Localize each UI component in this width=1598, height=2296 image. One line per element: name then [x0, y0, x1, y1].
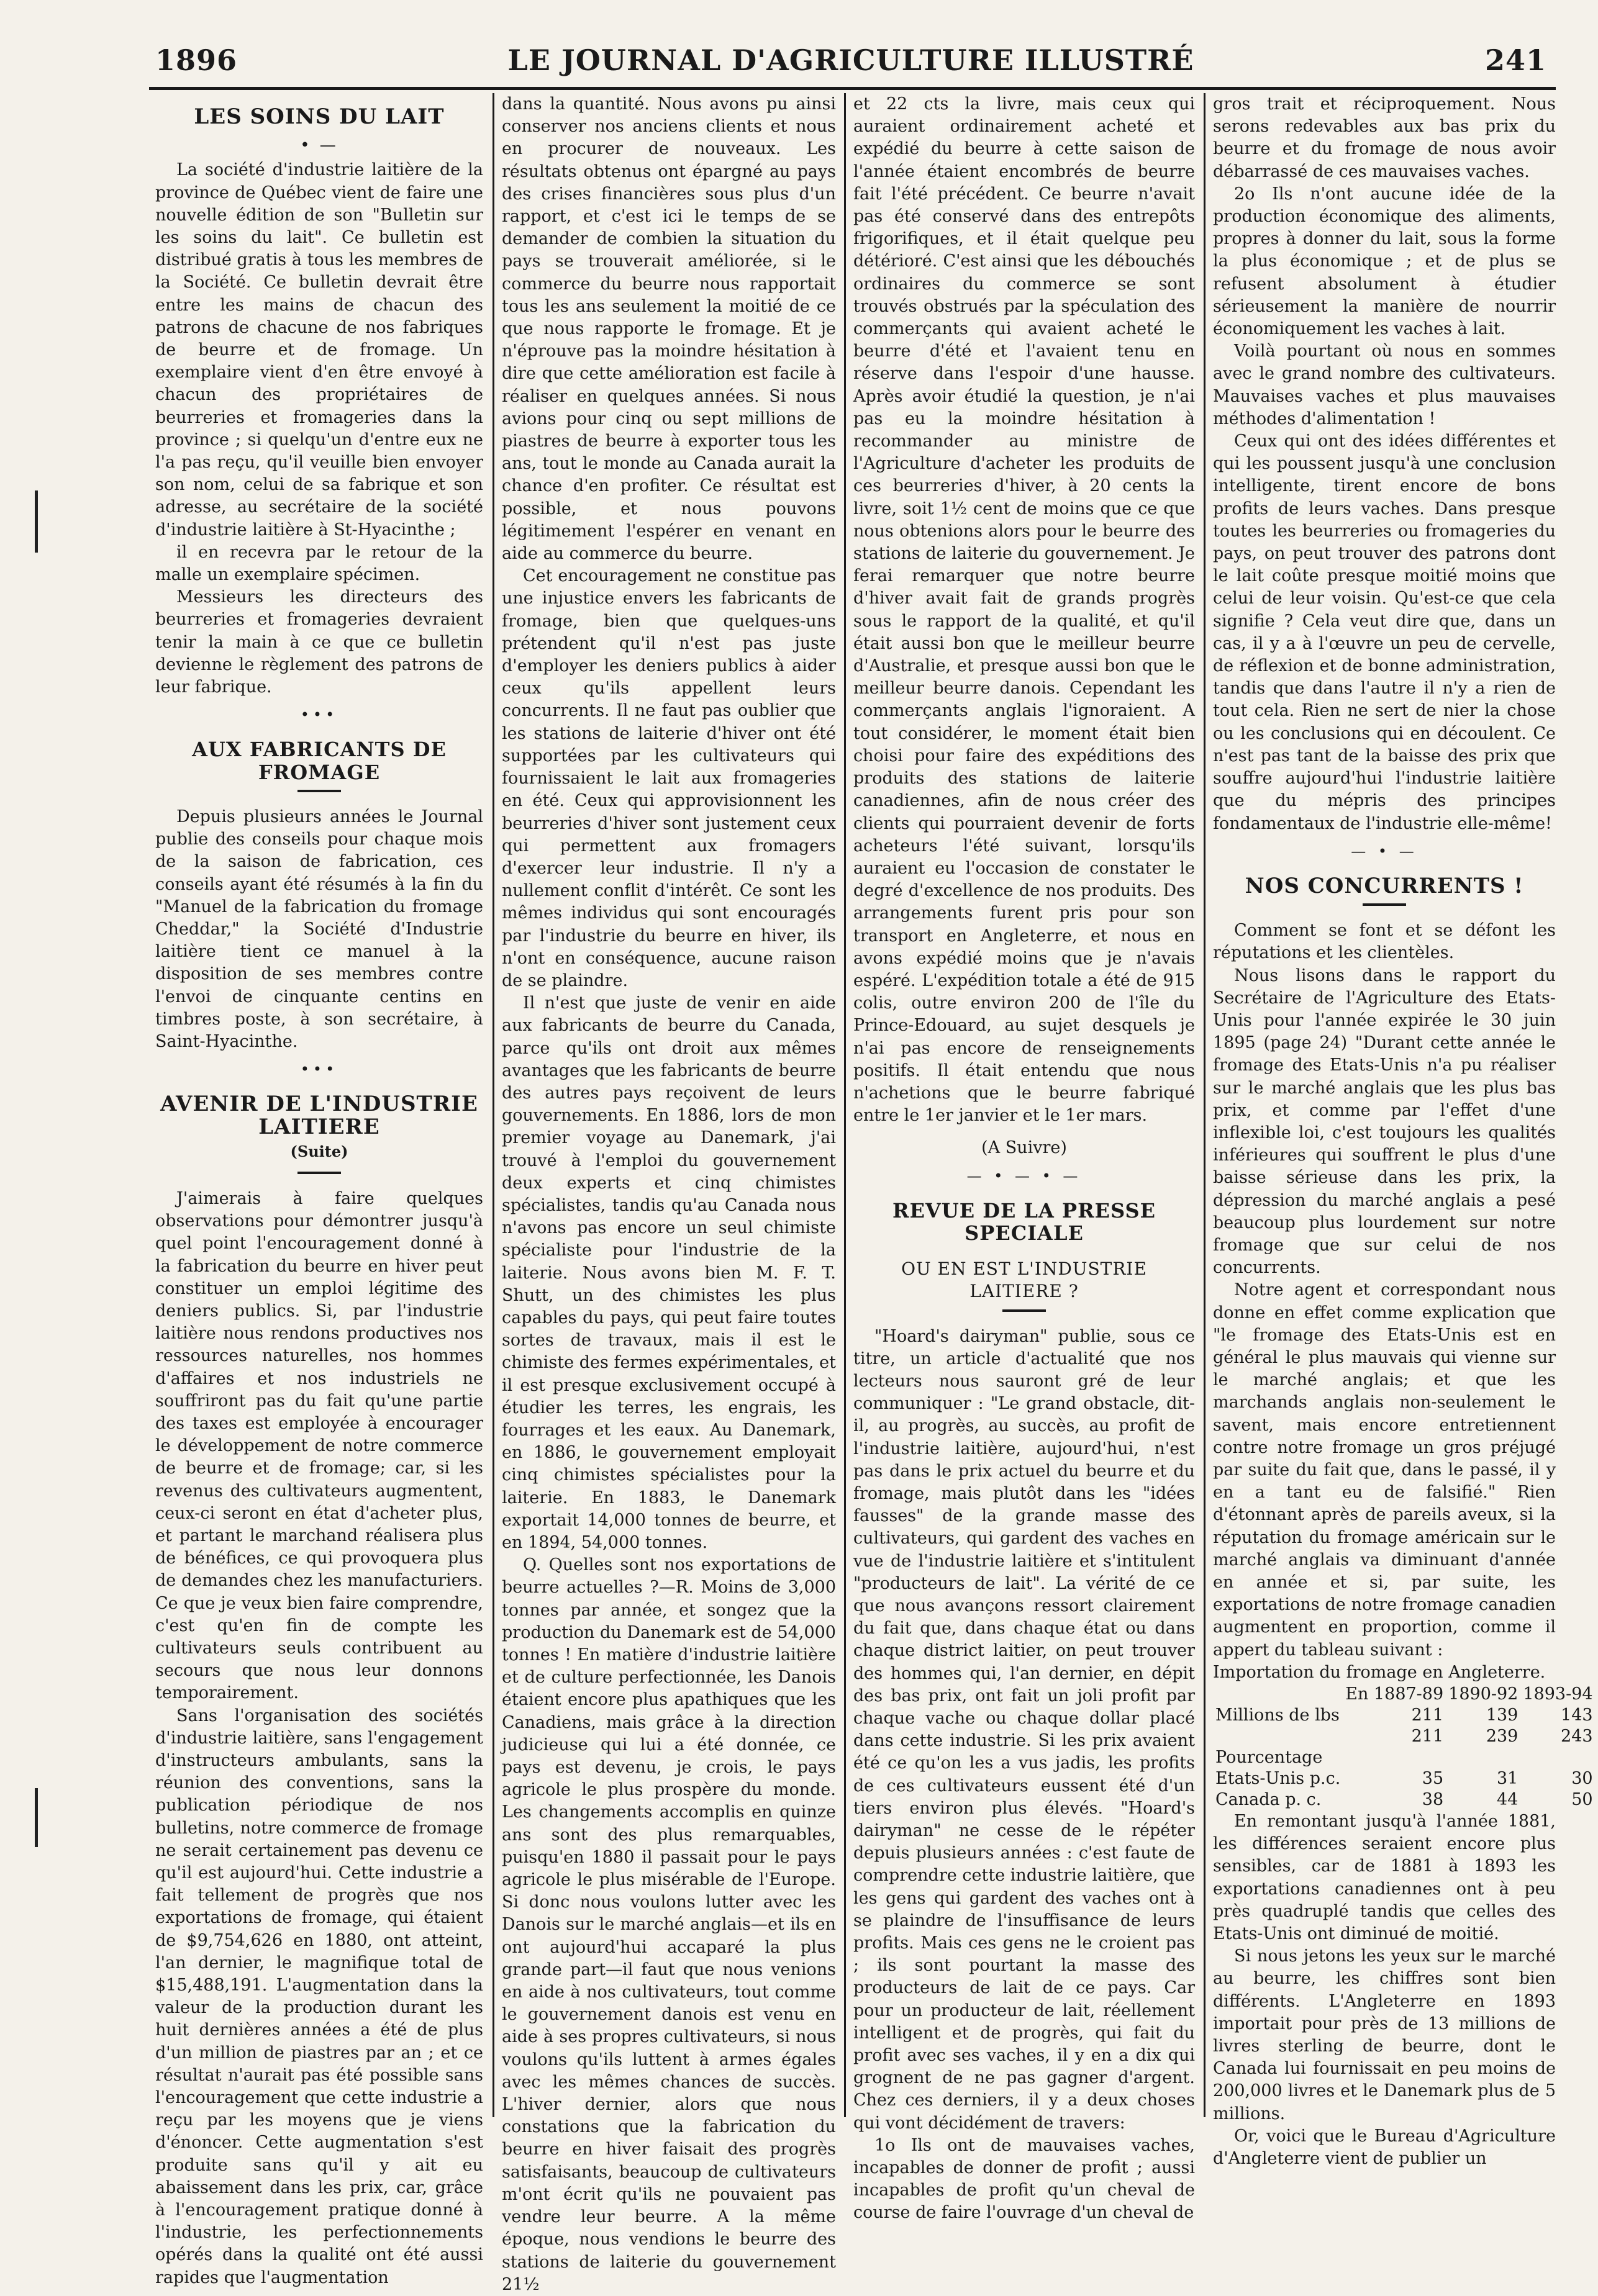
table-cell: 139	[1486, 1706, 1519, 1725]
column-rule	[844, 93, 846, 2117]
paragraph: J'aimerais à faire quelques observations pour démontrer jusqu'à quel point l'encouragement donné à la fabrication du beurre en hiver peut constituer un emploi légitime des deniers publics. Si, par l'industrie laitière nous rendons productives nos ressources naturelles, nos hommes d'affaires et nos industriels ne souffriront pas du fait qu'une partie des taxes est employée à encourager le développement de notre commerce de beurre et de fromage; car, si les revenus des cultivateurs augmentent, ceux-ci seront en état d'acheter plus, et partant le marchand réalisera plus de bénéfices, ce qui provoquera plus de demandes chez les manufacturiers. Ce que je veux bien faire comprendre, c'est qu'en fin de compte les cultivateurs seuls contribuent au secours que nous leur donnons temporairement.	[155, 1188, 483, 1703]
table-header-cell: 1893-94	[1523, 1684, 1593, 1704]
heading-rule	[297, 1172, 341, 1174]
table-cell: 211	[1411, 1706, 1444, 1725]
article-heading: AUX FABRICANTS DE FROMAGE	[192, 738, 447, 784]
separator: •••	[300, 706, 338, 724]
paragraph: En remontant jusqu'à l'année 1881, les différences seraient encore plus sensibles, car de 1881 à 1893 les exportations canadiennes ont à peu près quadruplé tandis que celles des Etats-Unis ont diminué de moitié.	[1213, 1812, 1556, 1944]
issue-year: 1896	[155, 43, 238, 77]
paragraph: Q. Quelles sont nos exportations de beurre actuelles ?—R. Moins de 3,000 tonnes par année, et songez que la production du Danemark est de 54,000 tonnes ! En matière d'industrie laitière et de culture perfectionnée, les Danois étaient encore plus apathiques que les Canadiens, mais grâce à la direction judicieuse qui lui a été donnée, ce pays est devenu, je crois, le pays agricole le plus prospère du monde. Les changements accomplis en quinze ans sont des plus remarquables, puisqu'en 1880 il passait pour le pays agricole le plus misérable de l'Europe. Si donc nous voulons lutter avec les Danois sur le marché anglais—et ils en ont aujourd'hui accaparé la plus grande part—il faut que nous venions en aide à nos cultivateurs, tout comme le gouvernement danois est venu en aide à ses propres cultivateurs, si nous voulons qu'ils luttent à armes égales avec les mêmes chances de succès. L'hiver dernier, alors que nous constations que la fabrication du beurre en hiver faisait des progrès satisfaisants, beaucoup de cultivateurs m'ont écrit qu'ils ne pouvaient pas vendre leur beurre. A la même époque, nous vendions le beurre des stations de laiterie du gouvernement 21½	[502, 1555, 836, 2294]
table-cell: 35	[1422, 1769, 1444, 1789]
table-cell: 44	[1497, 1790, 1519, 1810]
table-cell: 50	[1571, 1790, 1593, 1810]
margin-mark	[35, 490, 38, 553]
article-subheading: OU EN EST L'INDUSTRIE LAITIERE ?	[901, 1259, 1147, 1302]
paragraph: Messieurs les directeurs des beurreries et fromageries devraient tenir la main à ce que ce bulletin devienne le règlement des patrons de leur fabrique.	[155, 587, 483, 697]
table-cell: 30	[1571, 1769, 1593, 1789]
table-cell: 38	[1422, 1790, 1444, 1810]
separator: — • — • —	[966, 1167, 1082, 1185]
table-cell: 239	[1486, 1727, 1519, 1747]
margin-mark	[35, 1788, 38, 1847]
paragraph: Depuis plusieurs années le Journal publie des conseils pour chaque mois de la saison de fabrication, ces conseils ayant été résumés à la fin du "Manuel de la fabrication du fromage Cheddar," la Société d'Industrie laitière tient ce manuel à la disposition de ses membres contre l'envoi de cinquante centins en timbres poste, à son secrétaire, à Saint-Hyacinthe.	[155, 807, 483, 1051]
paragraph: Or, voici que le Bureau d'Agriculture d'Angleterre vient de publier un	[1213, 2126, 1556, 2169]
article-heading: NOS CONCURRENTS !	[1245, 873, 1524, 898]
separator: — • —	[1351, 842, 1418, 860]
paragraph: Voilà pourtant où nous en sommes avec le grand nombre des cultivateurs. Mauvaises vaches et plus mauvaises méthodes d'alimentation !	[1213, 341, 1556, 428]
heading-rule	[297, 790, 341, 792]
table-row	[1213, 1747, 1596, 1768]
paragraph: Cet encouragement ne constitue pas une injustice envers les fabricants de fromage, bien que quelques-uns prétendent qu'il n'est pas juste d'employer les deniers publics à aider ceux qu'ils appellent leurs concurrents. Il ne faut pas oublier que les stations de laiterie d'hiver ont été supportées par les cultivateurs qui fournissaient le lait aux fromageries en été. Ceux qui approvisionnent les beurreries d'hiver sont justement ceux qui permettent aux fromagers d'exercer leur industrie. Il n'y a nullement conflit d'intérêt. Ce sont les mêmes individus qui sont encouragés par l'industrie du beurre en hiver, ils n'ont en conséquence, aucune raison de se plaindre.	[502, 566, 836, 990]
paragraph: Il n'est que juste de venir en aide aux fabricants de beurre du Canada, parce qu'ils ont droit aux mêmes avantages que les fabricants de beurre des autres pays reçoivent de leurs gouvernements. En 1886, lors de mon premier voyage au Danemark, j'ai trouvé à l'emploi du gouvernement deux experts et cinq chimistes spécialistes, tandis qu'au Canada nous n'avons pas encore un seul chimiste spécialiste pour l'industrie de la laiterie. Nous avons bien M. F. T. Shutt, un des chimistes les plus capables du pays, qui peut faire toutes sortes de travaux, mais il est le chimiste des fermes expérimentales, et il est presque exclusivement occupé à étudier les terres, les engrais, les fourrages et les eaux. Au Danemark, en 1886, le gouvernement employait cinq chimistes spécialistes pour la laiterie. En 1883, le Danemark exportait 14,000 tonnes de beurre, et en 1894, 54,000 tonnes.	[502, 993, 836, 1552]
table-row	[1213, 1768, 1596, 1789]
column-rule	[1204, 93, 1205, 2117]
article-heading: AVENIR DE L'INDUSTRIE LAITIERE	[160, 1092, 478, 1139]
journal-title: LE JOURNAL D'AGRICULTURE ILLUSTRÉ	[507, 43, 1194, 77]
paragraph: Si nous jetons les yeux sur le marché au beurre, les chiffres sont bien différents. L'Angleterre en 1893 importait pour près de 13 millions de livres sterling de beurre, dont le Canada lui fournissait en peu moins de 200,000 livres et le Danemark plus de 5 millions.	[1213, 1946, 1556, 2123]
paragraph: Ceux qui ont des idées différentes et qui les poussent jusqu'à une conclusion intelligente, tirent encore de bons profits de leurs vaches. Dans presque toutes les beurreries ou fromageries du pays, on peut trouver des patrons dont le lait coûte presque moitié moins que celui de leur voisin. Qu'est-ce que cela signifie ? Cela veut dire que, dans un cas, il y a à l'œuvre un peu de cervelle, de réflexion et de bonne administration, tandis que dans l'autre il n'y a rien de tout cela. Rien ne sert de nier la chose ou les conclusions qui en découlent. Ce n'est pas tant de la baisse des prix que souffre aujourd'hui l'industrie laitière que du mépris des principes fondamentaux de l'industrie elle-même!	[1213, 432, 1556, 833]
article-heading: LES SOINS DU LAIT	[194, 104, 445, 129]
table-cell: 31	[1497, 1769, 1519, 1789]
heading-rule	[1363, 903, 1406, 906]
paragraph: il en recevra par le retour de la malle un exemplaire spécimen.	[155, 542, 483, 585]
ornament: • —	[300, 136, 338, 155]
paragraph: 2o Ils n'ont aucune idée de la production économique des aliments, propres à donner du lait, sous la forme la plus économique ; et de plus se refusent absolument à étudier sérieusement la manière de nourrir économiquement les vaches à lait.	[1213, 184, 1556, 339]
table-cell: 243	[1561, 1727, 1593, 1747]
table-cell: 211	[1411, 1727, 1444, 1747]
row-label	[1213, 1726, 1343, 1747]
table-header-cell: 1890-92	[1448, 1684, 1519, 1704]
header-rule	[149, 87, 1556, 90]
row-label: Pourcentage	[1215, 1748, 1323, 1768]
article-heading: REVUE DE LA PRESSE SPECIALE	[892, 1198, 1156, 1245]
table-header-row	[1213, 1684, 1596, 1705]
table-row	[1213, 1726, 1596, 1747]
article-subheading: (Suite)	[290, 1142, 348, 1160]
paragraph: Notre agent et correspondant nous donne en effet comme explication que "le fromage des Etats-Unis est en général le plus mauvais qui vienne sur le marché anglais; et que les marchands anglais non-seulement le savent, mais encore entretiennent contre notre fromage un gros préjugé par suite du fait que, dans le passé, il y en a tant eu de falsifié." Rien d'étonnant après de pareils aveux, si la réputation du fromage américain sur le marché anglais va diminuant d'année en année et si, par suite, les exportations de notre fromage canadien augmentent en proportion, comme il appert du tableau suivant :	[1213, 1280, 1556, 1660]
column-3	[853, 93, 1195, 2223]
paragraph: Comment se font et se défont les réputations et les clientèles.	[1213, 921, 1556, 963]
table-cell: 143	[1561, 1706, 1593, 1725]
paragraph: dans la quantité. Nous avons pu ainsi conserver nos anciens clients et nous en procurer de nouveaux. Les résultats obtenus ont épargné au pays des crises financières sous plus d'un rapport, et c'est ici le temps de se demander de combien la situation du pays se trouverait améliorée, si le commerce du beurre nous rapportait tous les ans seulement la moitié de ce que nous rapporte le fromage. Et je n'éprouve pas la moindre hésitation à dire que cette amélioration est facile à réaliser en quelques années. Si nous avions pour cinq ou sept millions de piastres de beurre à exporter tous les ans, tout le monde au Canada aurait la chance d'en profiter. Ce résultat est possible, et nous pouvons légitimement l'espérer en venant en aide au commerce du beurre.	[502, 94, 836, 564]
separator: •••	[300, 1060, 338, 1078]
paragraph: 1o Ils ont de mauvaises vaches, incapables de donner de profit ; aussi incapables de profit qu'un cheval de course de faire l'ouvrage d'un cheval de	[853, 2135, 1195, 2223]
paragraph: Sans l'organisation des sociétés d'industrie laitière, sans l'engagement d'instructeurs ambulants, sans la réunion des conventions, sans la publication périodique de nos bulletins, notre commerce de fromage ne serait certainement pas devenu ce qu'il est aujourd'hui. Cette industrie a fait tellement de progrès que nos exportations de fromage, qui étaient de $9,754,626 en 1880, ont atteint, l'an dernier, le magnifique total de $15,488,191. L'augmentation dans la valeur de la production durant les huit dernières années a été de plus d'un million de piastres par an ; et ce résultat n'aurait pas été possible sans l'encouragement que cette industrie a reçu par les moyens que je viens d'énoncer. Cette augmentation s'est produite sans qu'il y ait eu abaissement dans les prix, car, grâce à l'encouragement pratique donné à l'industrie, les perfectionnements opérés dans la qualité ont été aussi rapides que l'augmentation	[155, 1706, 483, 2287]
continued-note: (A Suivre)	[981, 1138, 1067, 1158]
import-table	[1213, 1684, 1596, 1810]
row-label: Etats-Unis p.c.	[1215, 1769, 1341, 1789]
paragraph: gros trait et réciproquement. Nous serons redevables aux bas prix du beurre et du fromage de nous avoir débarrassé de ces mauvaises vaches.	[1213, 94, 1556, 181]
column-4	[1213, 93, 1593, 2169]
paragraph: "Hoard's dairyman" publie, sous ce titre, un article d'actualité que nos lecteurs nous sauront gré de leur communiquer : "Le grand obstacle, dit-il, au progrès, au succès, au profit de l'industrie laitière, aujourd'hui, n'est pas dans le prix actuel du beurre et du fromage, mais plutôt dans les "idées fausses" de la grande masse des cultivateurs, qui gardent des vaches en vue de l'industrie laitière et s'intitulent "producteurs de lait". La vérité de ce que nous avançons ressort clairement du fait que, dans chaque état ou dans chaque district laitier, on peut trouver des hommes qui, l'an dernier, en dépit des bas prix, ont fait un joli profit par chaque vache ou chaque dollar placé dans cette industrie. Si les prix avaient été ce qu'on les a vus jadis, les profits de ces cultivateurs eussent été d'un tiers environ plus élevés. "Hoard's dairyman" ne cesse de le répéter depuis plusieurs années : c'est faute de comprendre cette industrie laitière, que les gens qui gardent des vaches ont à se plaindre de l'insuffisance de leurs profits. Mais ces gens ne le croient pas ; ils sont pourtant la masse des producteurs de lait de ce pays. Car pour un producteur de lait, réellement intelligent et de progrès, qui fait du profit avec ses vaches, il y en a dix qui grognent de ne pas gagner d'argent. Chez ces derniers, il y a deux choses qui vont décidément de travers:	[853, 1326, 1195, 2133]
table-row	[1213, 1789, 1596, 1810]
paragraph: Nous lisons dans le rapport du Secrétaire de l'Agriculture des Etats-Unis pour l'année expirée le 30 juin 1895 (page 24) "Durant cette année le fromage des Etats-Unis n'a pu réaliser sur le marché anglais que les plus bas prix, et comme par l'effet d'une inflexible loi, c'est toujours les qualités inférieures qui souffrent le plus d'une baisse sérieuse dans les prix, la dépression du marché anglais a pesé beaucoup plus lourdement sur notre fromage que sur celui de nos concurrents.	[1213, 965, 1556, 1278]
column-1	[155, 93, 483, 2287]
table-row	[1213, 1705, 1596, 1726]
paragraph: La société d'industrie laitière de la province de Québec vient de faire une nouvelle édition de son "Bulletin sur les soins du lait". Ce bulletin est distribué gratis à tous les membres de la Société. Ce bulletin devrait être entre les mains de chacun des patrons de chacune de nos fabriques de beurre et de fromage. Un exemplaire vient d'en être envoyé à chacun des propriétaires de beurreries et fromageries dans la province ; si quelqu'un d'entre eux ne l'a pas reçu, qu'il veuille bien envoyer son nom, celui de sa fabrique et son adresse, au secrétaire de la société d'industrie laitière à St-Hyacinthe ;	[155, 160, 483, 540]
column-rule	[493, 93, 494, 2117]
row-label: Millions de lbs	[1215, 1706, 1340, 1725]
column-2	[502, 93, 836, 2294]
heading-rule	[1002, 1309, 1046, 1312]
row-label: Canada p. c.	[1215, 1790, 1322, 1810]
paragraph: et 22 cts la livre, mais ceux qui auraient ordinairement acheté et expédié du beurre à cette saison de l'année étaient encombrés de beurre fait l'été précédent. Ce beurre n'avait pas été conservé dans des entrepôts frigorifiques, et il était quelque peu détérioré. C'est ainsi que les débouchés ordinaires du commerce se sont trouvés obstrués par la spéculation des commerçants qui avaient acheté le beurre d'été et l'avaient tenu en réserve dans l'espoir d'une hausse. Après avoir étudié la question, je n'ai pas eu la moindre hésitation à recommander au ministre de l'Agriculture d'acheter les produits de ces beurreries d'hiver, à 20 cents la livre, soit 1½ cent de moins que ce que nous obtenions alors pour le beurre des stations de laiterie du gouvernement. Je ferai remarquer que notre beurre d'hiver avait fait de grands progrès sous le rapport de la qualité, et qu'il était aussi bon que le meilleur beurre d'Australie, et presque aussi bon que le meilleur beurre danois. Cependant les commerçants anglais l'ignoraient. A tout considérer, le moment était bien choisi pour faire des expéditions des produits des stations de laiterie canadiennes, afin de nous créer des clients qui pourraient devenir de forts acheteurs l'été suivant, lorsqu'ils auraient eu l'occasion de constater le degré d'excellence de nos produits. Des arrangements furent pris pour son transport en Angleterre, et nous en avons expédié moins que je n'avais espéré. L'expédition totale a été de 915 colis, outre environ 200 de l'île du Prince-Edouard, au sujet desquels je n'ai pas encore de renseignements positifs. Il était entendu que nous n'achetions que le beurre fabriqué entre le 1er janvier et le 1er mars.	[853, 94, 1195, 1126]
page-number: 241	[1484, 43, 1546, 77]
table-header-cell: En 1887-89	[1345, 1684, 1444, 1704]
table-title: Importation du fromage en Angleterre.	[1213, 1662, 1546, 1682]
masthead	[149, 43, 1553, 88]
